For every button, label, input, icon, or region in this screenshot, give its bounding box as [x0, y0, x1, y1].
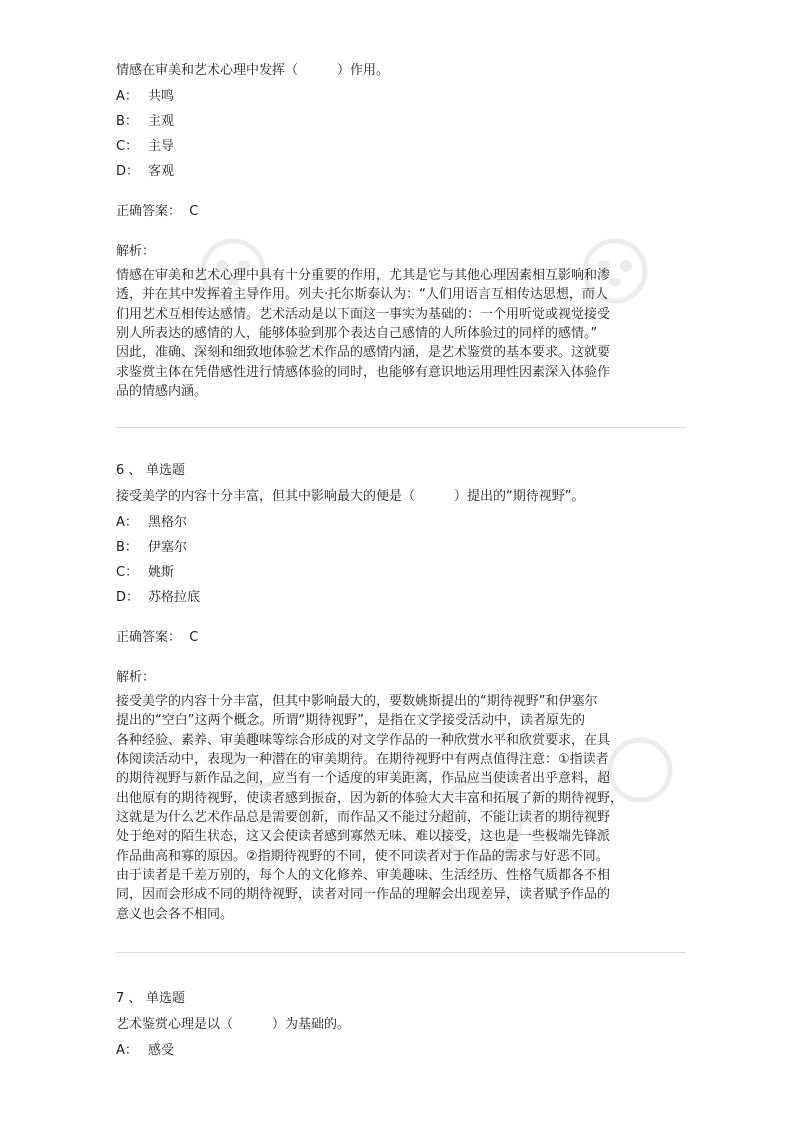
q6-option-a: A： 黑格尔 [116, 515, 188, 530]
q7-option-a: A： 感受 [116, 1043, 175, 1058]
q5-option-c: C： 主导 [116, 139, 175, 154]
q6-option-d: D： 苏格拉底 [116, 590, 201, 605]
q6-option-b: B： 伊塞尔 [116, 540, 188, 555]
divider [116, 952, 686, 953]
q5-analysis: 情感在审美和艺术心理中具有十分重要的作用，尤其是它与其他心理因素相互影响和渗 透，并在其中发挥着主导作用。列夫·托尔斯泰认为：“人们用语言互相传达思想，而人 们用艺术互相传达感情。艺术活动是以下面这一事实为基础的：一个用听觉或视觉接受 别人所表达的感情的人，能够体验到那个表达自己感情的人所体验过的同样的感情。” 因此，准确、深刻和细致地体验艺术作品的感情内涵，是艺术鉴赏的基本要求。这就要 求鉴赏主体在凭借感性进行情感体验的同时，也能够有意识地运用理性因素深入体验作 品的情感内涵。 [116, 268, 611, 400]
q6-stem: 接受美学的内容十分丰富，但其中影响最大的便是（ ）提出的“期待视野”。 [116, 489, 585, 504]
q5-option-d: D： 客观 [116, 164, 175, 179]
q6-analysis-label: 解析： [116, 670, 156, 685]
q5-analysis-label: 解析： [116, 244, 156, 259]
divider [116, 427, 686, 428]
q5-option-b: B： 主观 [116, 114, 175, 129]
q6-option-c: C： 姚斯 [116, 565, 175, 580]
q6-answer: 正确答案： C [116, 630, 199, 645]
q6-header: 6 、 单选题 [116, 463, 186, 478]
q5-stem: 情感在审美和艺术心理中发挥（ ）作用。 [116, 63, 390, 78]
q5-answer: 正确答案： C [116, 204, 199, 219]
q7-stem: 艺术鉴赏心理是以（ ）为基础的。 [116, 1017, 351, 1032]
q5-option-a: A： 共鸣 [116, 89, 175, 104]
q6-analysis: 接受美学的内容十分丰富，但其中影响最大的，要数姚斯提出的“期待视野”和伊塞尔 提出的“空白”这两个概念。所谓“期待视野”，是指在文学接受活动中，读者原先的 各种经验、素养、审美趣味等综合形成的对文学作品的一种欣赏水平和欣赏要求，在具 体阅读活动中，表现为一种潜在的审美期待。在期待视野中有两点值得注意：①指读者 的期待视野与新作品之间，应当有一个适度的审美距离，作品应当使读者出乎意料，超 出他原有的期待视野，使读者感到振奋，因为新的体验大大丰富和拓展了新的期待视野， 这就是为什么艺术作品总是需要创新，而作品又不能过分超前，不能让读者的期待视野 处于绝对的陌生状态，这又会使读者感到寡然无味、难以接受，这也是一些极端先锋派 作品曲高和寡的原因。②指期待视野的不同，使不同读者对于作品的需求与好恶不同。 由于读者是千差万别的，每个人的文化修养、审美趣味、生活经历、性格气质都各不相 同，因而会形成不同的期待视野，读者对同一作品的理解会出现差异，读者赋予作品的 意义也会各不相同。 [116, 694, 624, 922]
q7-header: 7 、 单选题 [116, 991, 186, 1006]
q6-answer-value: C [189, 630, 199, 645]
q5-answer-value: C [189, 204, 199, 219]
